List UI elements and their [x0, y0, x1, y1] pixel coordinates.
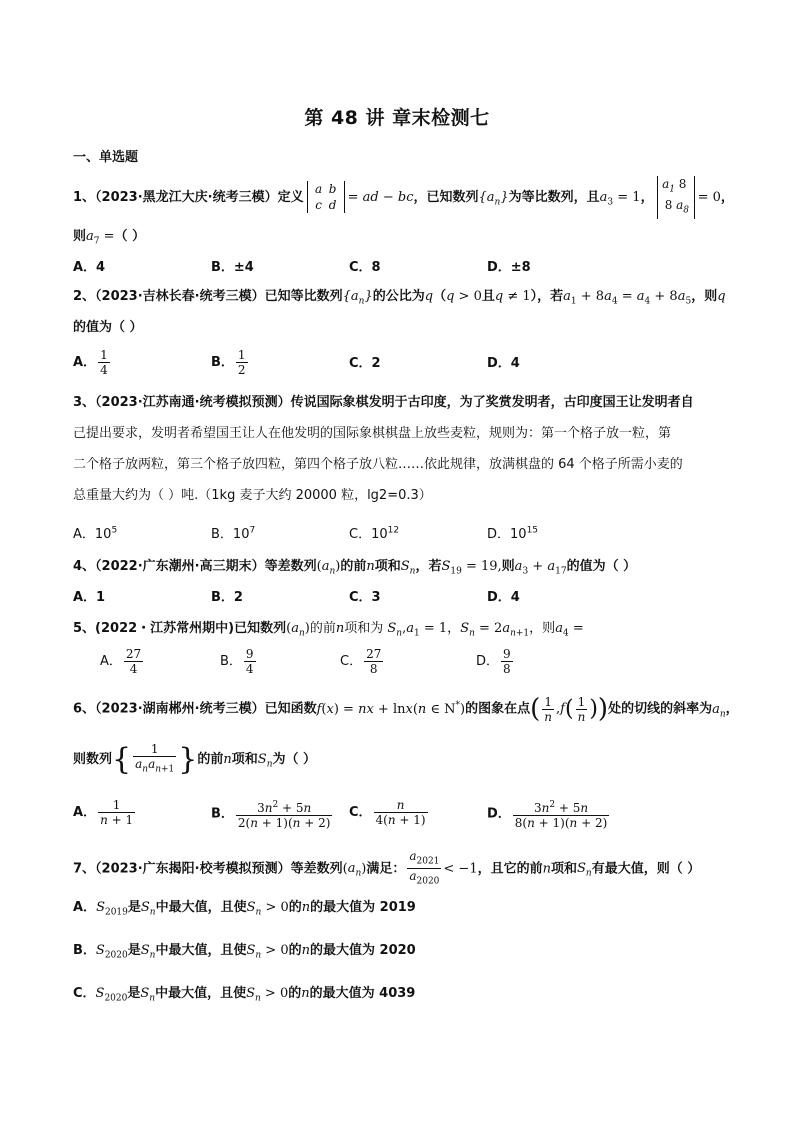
question-6-options [73, 798, 713, 830]
question-3-line: 3、（2023·江苏南通·统考模拟预测）传说国际象棋发明于古印度，为了奖赏发明者，古印度国王让发明者自 [73, 395, 694, 410]
page-title: 第 48 讲 章末检测七 [304, 107, 490, 129]
option-a: A． $\frac{27}{4}$ [100, 647, 142, 676]
option-c: C．2 [349, 356, 381, 371]
question-7: 7、（2023·广东揭阳·校考模拟预测）等差数列$(a_n)$满足： $\frac{a_{2021}}{a_{2020}}$ < −1，且它的前n项和$S_n$有最大值，则（ ） [73, 849, 701, 887]
question-3-options [73, 523, 713, 543]
option-a: A． $\frac{1}{n + 1}$ [73, 798, 134, 827]
option-c: C．$10^{12}$ [349, 525, 400, 542]
question-4-options [73, 586, 713, 606]
question-3-line: 己提出要求，发明者希望国王让人在他发明的国际象棋棋盘上放些麦粒，规则为：第一个格子放一粒，第 [73, 426, 672, 441]
option-a: A．$10^5$ [73, 525, 118, 542]
option-b: B．±4 [211, 260, 254, 275]
option-c: C．3 [349, 590, 381, 605]
option-d: D．4 [487, 590, 520, 605]
option-d: D．±8 [487, 260, 531, 275]
question-6-line-2: 则数列{ $\frac{1}{a_na_{n+1}}$ }的前n项和$S_n$为（ ） [73, 742, 317, 777]
option-d: D． $\frac{3n^2 + 5n}{8(n + 1)(n + 2)}$ [487, 800, 608, 830]
question-1-options [73, 256, 713, 276]
option-b: B．$S_{2020}$是$S_n$中最大值，且使$S_n > 0$的n的最大值为 2020 [73, 943, 416, 961]
option-a: A．$S_{2019}$是$S_n$中最大值，且使$S_n > 0$的n的最大值为 2019 [73, 900, 416, 918]
question-3 [73, 387, 723, 511]
determinant-definition: a b c d [307, 181, 345, 213]
section-heading: 一、单选题 [73, 150, 139, 165]
question-6: 6、（2023·湖南郴州·统考三模）已知函数f(x) = nx + lnx(n ∈ N*)的图象在点( $\frac{1}{n}$ ,f( $\frac{1}{n}$ ))处的切线的斜率为$a_n$， [73, 694, 739, 724]
question-1-line-2: 则$a_7$ =（ ） [73, 229, 146, 247]
option-a: A．1 [73, 590, 106, 605]
question-5-options [100, 647, 740, 676]
question-2-line-2: 的值为（ ） [73, 320, 143, 335]
question-1: 1、（2023·黑龙江大庆·统考三模）定义a b c d= ad − bc，已知数列$\{a_n\}$为等比数列，且$a_3 = 1$，$a_1$ 8 8 $a_8= 0$， [73, 176, 734, 219]
question-5: 5、(2022・江苏常州期中)已知数列$(a_n)$的前n项和为 $S_n,a_1 = 1$，$S_n = 2a_{n+1}$，则$a_4$ = [73, 621, 584, 639]
option-b: B． $\frac{9}{4}$ [220, 647, 254, 676]
option-c: C． $\frac{27}{8}$ [340, 647, 382, 676]
option-c: C．8 [349, 260, 381, 275]
option-b: B．$10^7$ [211, 525, 256, 542]
option-b: B．2 [211, 590, 243, 605]
determinant-condition: $a_1$ 8 8 $a_8$ [657, 176, 695, 219]
question-4: 4、（2022·广东潮州·高三期末）等差数列$(a_n)$的前n项和$S_n$，若$S_{19} = 19$,则$a_3 + a_{17}$的值为（ ） [73, 559, 637, 577]
option-c: C．$S_{2020}$是$S_n$中最大值，且使$S_n > 0$的n的最大值为 4039 [73, 986, 416, 1004]
question-2: 2、（2023·吉林长春·统考三模）已知等比数列$\{a_n\}$的公比为q（q > 0且q ≠ 1），若$a_1 + 8a_4 = a_4 + 8a_5$，则q [73, 289, 726, 307]
option-d: D．$10^{15}$ [487, 525, 539, 542]
option-d: D． $\frac{9}{8}$ [476, 647, 511, 676]
question-2-options [73, 348, 713, 377]
option-c: C． $\frac{n}{4(n + 1)}$ [349, 798, 426, 827]
option-d: D．4 [487, 356, 520, 371]
question-3-line: 总重量大约为（ ）吨.（1kg 麦子大约 20000 粒，lg2=0.3） [73, 488, 432, 503]
question-3-line: 二个格子放两粒，第三个格子放四粒，第四个格子放八粒……依此规律，放满棋盘的 64 个格子所需小麦的 [73, 457, 683, 472]
option-b: B． $\frac{3n^2 + 5n}{2(n + 1)(n + 2)}$ [211, 800, 331, 830]
option-a: A．4 [73, 260, 106, 275]
option-a: A． $\frac{1}{4}$ [73, 348, 108, 377]
option-b: B． $\frac{1}{2}$ [211, 348, 246, 377]
